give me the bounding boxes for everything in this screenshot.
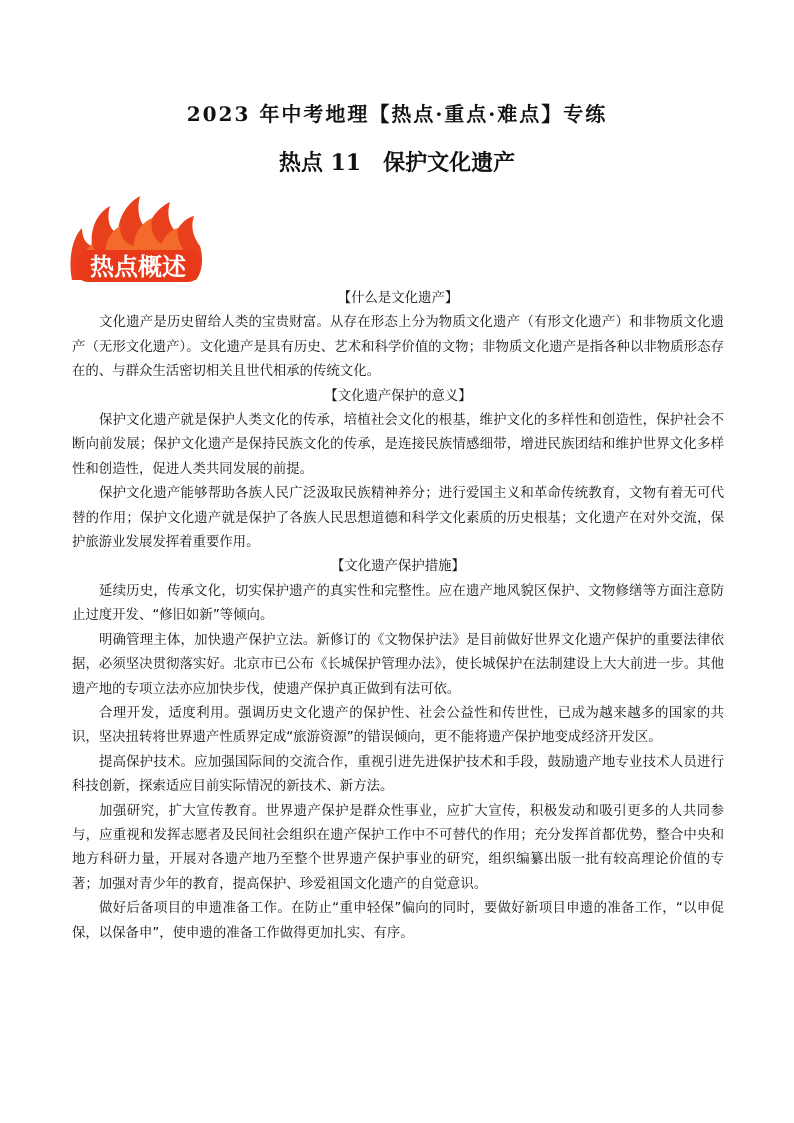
badge-label: 热点概述 bbox=[90, 253, 186, 281]
paragraph: 加强研究，扩大宣传教育。世界遗产保护是群众性事业，应扩大宣传，积极发动和吸引更多的人共同参与，应重视和发挥志愿者及民间社会组织在遗产保护工作中不可替代的作用；充分发挥首都优势，整合中央和地方科研力量，开展对各遗产地乃至整个世界遗产保护事业的研究，组织编纂出版一批有较高理论价值的专著；加强对青少年的教育，提高保护、珍爱祖国文化遗产的自觉意识。 bbox=[72, 803, 724, 892]
paragraph: 文化遗产是历史留给人类的宝贵财富。从存在形态上分为物质文化遗产（有形文化遗产）和非物质文化遗产（无形文化遗产）。文化遗产是具有历史、艺术和科学价值的文物；非物质文化遗产是指各种以非物质形态存在的、与群众生活密切相关且世代相承的传统文化。 bbox=[72, 315, 724, 380]
section-heading: 【什么是文化遗产】 bbox=[337, 291, 459, 306]
paragraph: 明确管理主体，加快遗产保护立法。新修订的《文物保护法》是目前做好世界文化遗产保护的重要法律依据，必须坚决贯彻落实好。北京市已公布《长城保护管理办法》，使长城保护在法制建设上大大前进一步。其他遗产地的专项立法亦应加快步伐，使遗产保护真正做到有法可依。 bbox=[72, 632, 724, 697]
section-heading: 【文化遗产保护的意义】 bbox=[324, 388, 472, 404]
hotspot-badge bbox=[66, 190, 206, 286]
document-body bbox=[72, 287, 724, 946]
paragraph: 提高保护技术。应加强国际间的交流合作，重视引进先进保护技术和手段，鼓励遗产地专业技术人员进行科技创新，探索适应目前实际情况的新技术、新方法。 bbox=[72, 754, 724, 795]
paragraph: 合理开发，适度利用。强调历史文化遗产的保护性、社会公益性和传世性，已成为越来越多的国家的共识，坚决扭转将世界遗产性质界定成“旅游资源”的错误倾向，更不能将遗产保护地变成经济开发区。 bbox=[72, 705, 724, 746]
subtitle-text: 保护文化遗产 bbox=[383, 150, 516, 176]
paragraph: 延续历史，传承文化，切实保护遗产的真实性和完整性。应在遗产地风貌区保护、文物修缮等方面注意防止过度开发、“修旧如新”等倾向。 bbox=[72, 583, 724, 624]
paragraph: 做好后备项目的申遗准备工作。在防止“重申轻保”偏向的同时，要做好新项目申遗的准备工作，“以申促保，以保备申”，使申遗的准备工作做得更加扎实、有序。 bbox=[72, 901, 724, 941]
paragraph: 保护文化遗产能够帮助各族人民广泛汲取民族精神养分；进行爱国主义和革命传统教育，文物有着无可代替的作用；保护文化遗产就是保护了各族人民思想道德和科学文化素质的历史根基；文化遗产在对外交流，保护旅游业发展发挥着重要作用。 bbox=[72, 486, 724, 551]
subtitle-number: 热点 11 bbox=[278, 150, 362, 176]
section-heading: 【文化遗产保护措施】 bbox=[331, 559, 465, 575]
document-title: 2023 年中考地理【热点·重点·难点】专练 bbox=[186, 102, 608, 126]
paragraph: 保护文化遗产就是保护人类文化的传承，培植社会文化的根基，维护文化的多样性和创造性，保护社会不断向前发展；保护文化遗产是保持民族文化的传承，是连接民族情感细带，增进民族团结和维护世界文化多样性和创造性，促进人类共同发展的前提。 bbox=[72, 413, 724, 477]
document-subtitle bbox=[0, 146, 794, 177]
